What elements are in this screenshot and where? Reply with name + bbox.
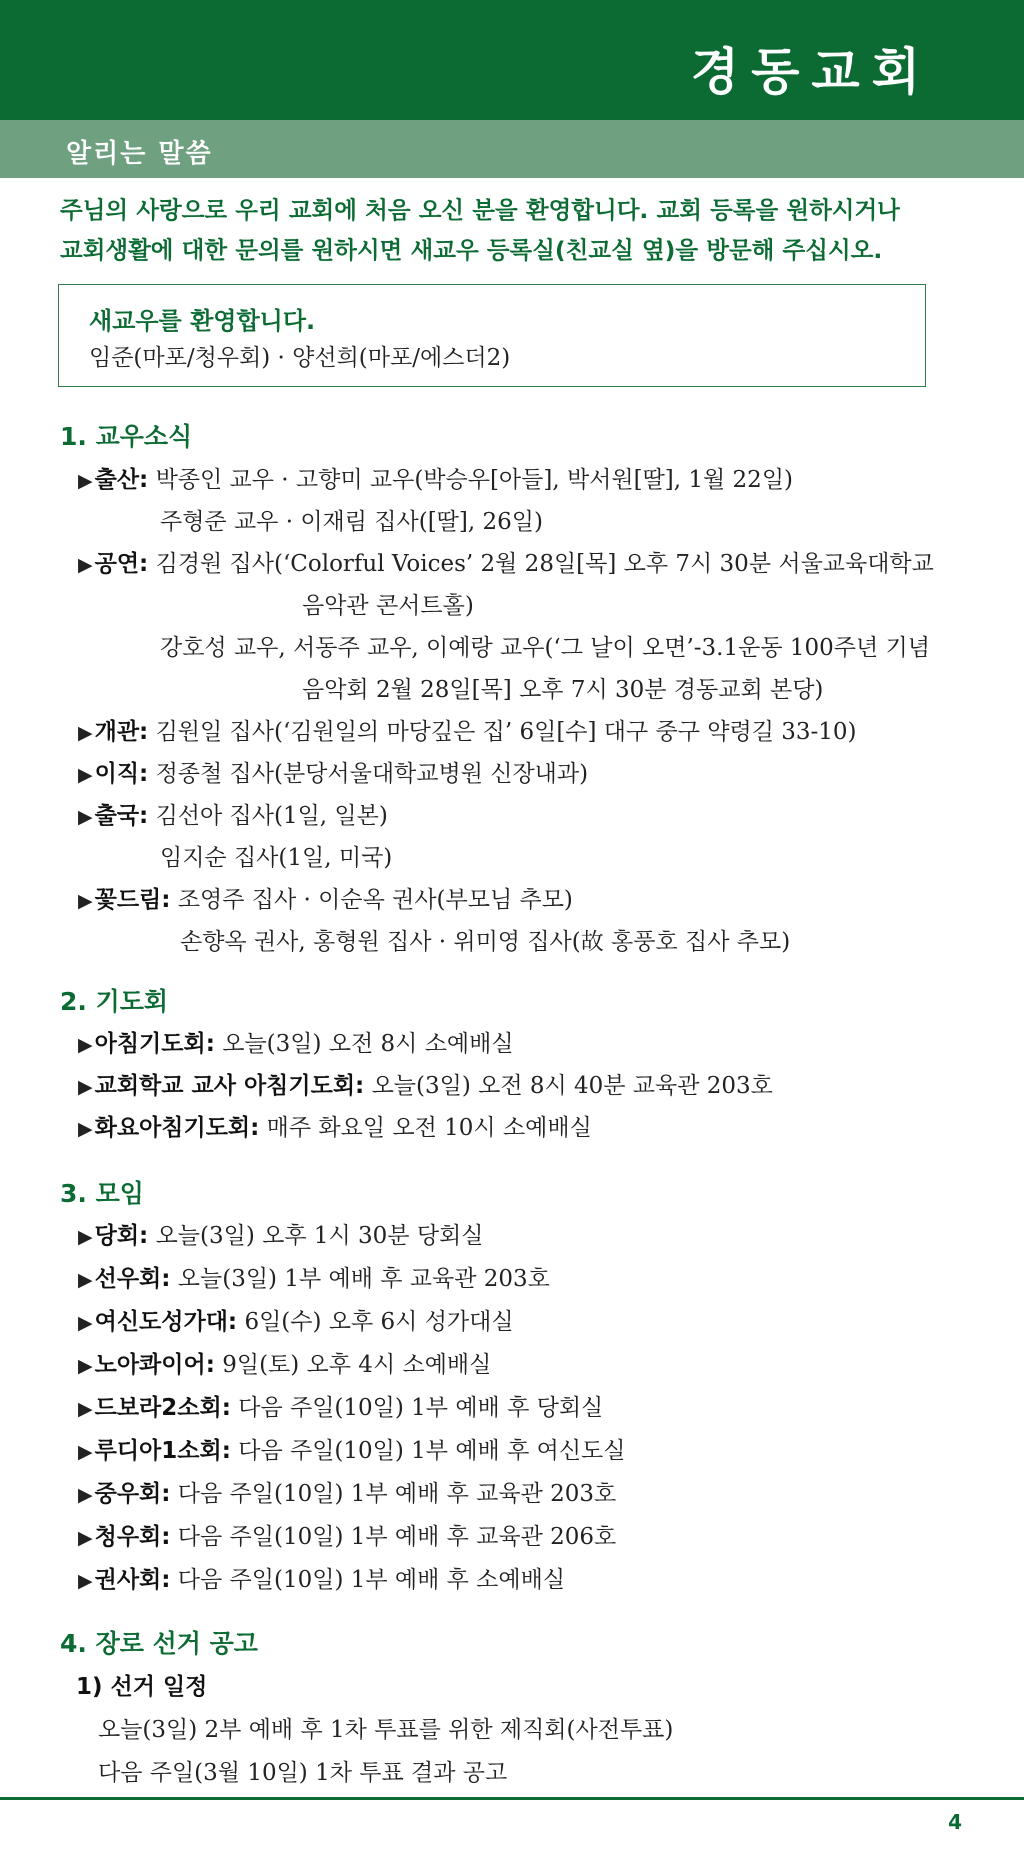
right-triangle-icon: ▶	[78, 1226, 93, 1248]
right-triangle-icon: ▶	[78, 1441, 93, 1463]
right-triangle-icon: ▶	[78, 1269, 93, 1291]
meeting-item: ▶루디아1소회: 다음 주일(10일) 1부 예배 후 여신도실	[78, 1438, 626, 1464]
news-departure: ▶출국: 김선아 집사(1일, 일본)	[78, 803, 388, 829]
meeting-item: ▶여신도성가대: 6일(수) 오후 6시 성가대실	[78, 1309, 514, 1335]
intro-line: 주님의 사랑으로 우리 교회에 처음 오신 분을 환영합니다. 교회 등록을 원하시거나	[60, 196, 900, 224]
section-title-election: 4. 장로 선거 공고	[60, 1629, 258, 1658]
news-performance-cont: 음악관 콘서트홀)	[302, 593, 474, 619]
right-triangle-icon: ▶	[78, 1484, 93, 1506]
right-triangle-icon: ▶	[78, 1076, 93, 1098]
news-birth: ▶출산: 박종인 교우 · 고향미 교우(박승우[아들], 박서원[딸], 1월 22일)	[78, 467, 794, 493]
meeting-item: ▶선우회: 오늘(3일) 1부 예배 후 교육관 203호	[78, 1266, 550, 1292]
news-departure-cont: 임지순 집사(1일, 미국)	[160, 845, 393, 871]
intro-text	[60, 190, 980, 270]
news-birth-cont: 주형준 교우 · 이재림 집사([딸], 26일)	[160, 509, 543, 535]
section-bar-title: 알리는 말씀	[66, 139, 213, 169]
right-triangle-icon: ▶	[78, 1527, 93, 1549]
footer-divider	[0, 1797, 1024, 1800]
election-schedule-heading: 1) 선거 일정	[76, 1674, 208, 1700]
news-flowers: ▶꽃드림: 조영주 집사 · 이순옥 권사(부모님 추모)	[78, 887, 573, 913]
section-bar	[0, 120, 1024, 178]
right-triangle-icon: ▶	[78, 1034, 93, 1056]
election-line: 다음 주일(3월 10일) 1차 투표 결과 공고	[98, 1760, 508, 1786]
section-title-news: 1. 교우소식	[60, 422, 193, 451]
meeting-item: ▶권사회: 다음 주일(10일) 1부 예배 후 소예배실	[78, 1567, 566, 1593]
news-performance-cont: 음악회 2월 28일[목] 오후 7시 30분 경동교회 본당)	[302, 677, 824, 703]
church-logo: 경동교회	[690, 43, 932, 101]
right-triangle-icon: ▶	[78, 1312, 93, 1334]
meeting-item: ▶드보라2소회: 다음 주일(10일) 1부 예배 후 당회실	[78, 1395, 604, 1421]
meeting-item: ▶당회: 오늘(3일) 오후 1시 30분 당회실	[78, 1223, 484, 1249]
welcome-title: 새교우를 환영합니다.	[89, 307, 316, 335]
prayer-tuesday: ▶화요아침기도회: 매주 화요일 오전 10시 소예배실	[78, 1115, 592, 1141]
right-triangle-icon: ▶	[78, 470, 93, 492]
right-triangle-icon: ▶	[78, 806, 93, 828]
section-title-meetings: 3. 모임	[60, 1179, 144, 1208]
section-title-prayer: 2. 기도회	[60, 987, 169, 1016]
news-performance: ▶공연: 김경원 집사(‘Colorful Voices’ 2월 28일[목] 오후 7시 30분 서울교육대학교	[78, 551, 934, 577]
right-triangle-icon: ▶	[78, 1355, 93, 1377]
news-opening: ▶개관: 김원일 집사(‘김원일의 마당깊은 집’ 6일[수] 대구 중구 약령길 33-10)	[78, 719, 857, 745]
intro-line: 교회생활에 대한 문의를 원하시면 새교우 등록실(친교실 옆)을 방문해 주십시오.	[60, 236, 883, 264]
prayer-teachers: ▶교회학교 교사 아침기도회: 오늘(3일) 오전 8시 40분 교육관 203호	[78, 1073, 773, 1099]
meeting-item: ▶노아콰이어: 9일(토) 오후 4시 소예배실	[78, 1352, 492, 1378]
header-bar	[0, 0, 1024, 120]
right-triangle-icon: ▶	[78, 554, 93, 576]
news-flowers-cont: 손향옥 권사, 홍형원 집사 · 위미영 집사(故 홍풍호 집사 추모)	[180, 929, 791, 955]
right-triangle-icon: ▶	[78, 722, 93, 744]
news-job-change: ▶이직: 정종철 집사(분당서울대학교병원 신장내과)	[78, 761, 589, 787]
right-triangle-icon: ▶	[78, 890, 93, 912]
meeting-item: ▶청우회: 다음 주일(10일) 1부 예배 후 교육관 206호	[78, 1524, 617, 1550]
welcome-box	[58, 284, 926, 387]
prayer-morning: ▶아침기도회: 오늘(3일) 오전 8시 소예배실	[78, 1031, 514, 1057]
meeting-item: ▶중우회: 다음 주일(10일) 1부 예배 후 교육관 203호	[78, 1481, 617, 1507]
welcome-names: 임준(마포/청우회) · 양선희(마포/에스더2)	[89, 345, 511, 371]
page-number: 4	[948, 1810, 962, 1834]
news-performance-cont: 강호성 교우, 서동주 교우, 이예랑 교우(‘그 날이 오면’-3.1운동 100주년 기념	[160, 635, 930, 661]
right-triangle-icon: ▶	[78, 764, 93, 786]
right-triangle-icon: ▶	[78, 1398, 93, 1420]
right-triangle-icon: ▶	[78, 1118, 93, 1140]
right-triangle-icon: ▶	[78, 1570, 93, 1592]
election-line: 오늘(3일) 2부 예배 후 1차 투표를 위한 제직회(사전투표)	[98, 1717, 674, 1743]
